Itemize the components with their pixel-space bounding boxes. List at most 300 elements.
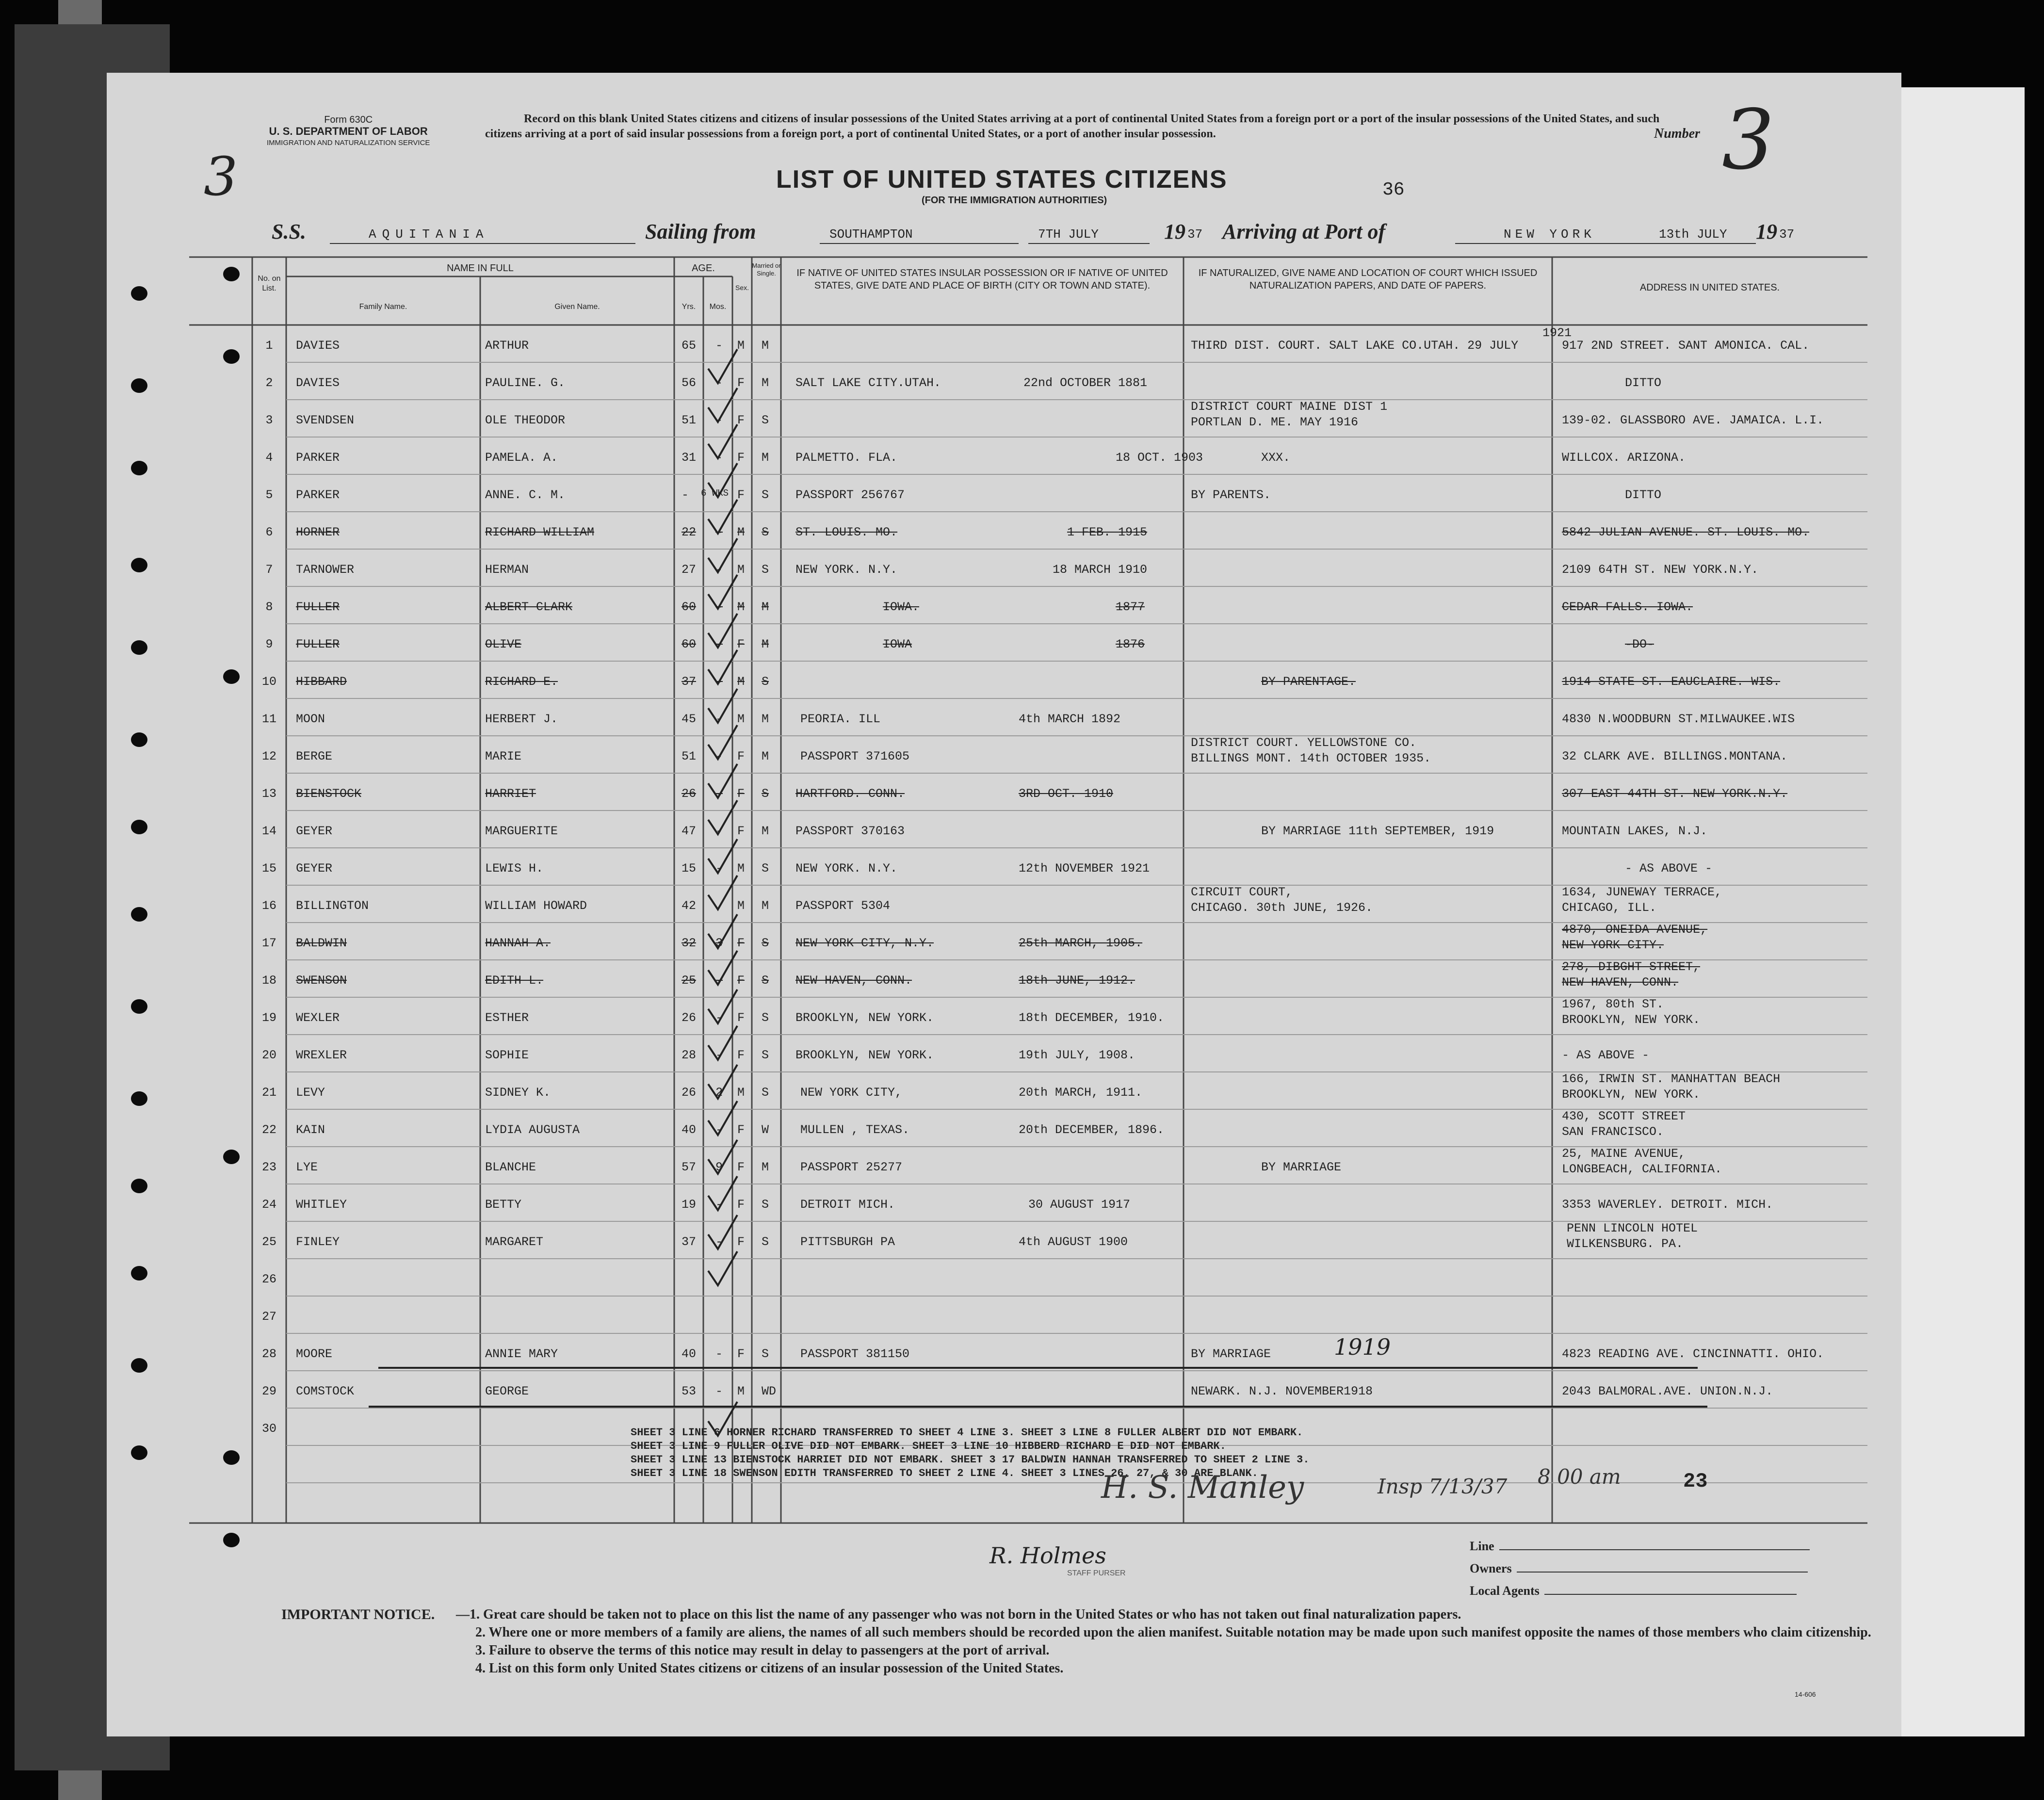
marital-status: M <box>762 749 769 763</box>
form-subtitle: (FOR THE IMMIGRATION AUTHORITIES) <box>922 195 1107 206</box>
us-address: 1634, JUNEWAY TERRACE, <box>1562 885 1722 899</box>
notice-item: 4. List on this form only United States citizens or citizens of an insular possession of the United States. <box>475 1661 1064 1676</box>
birth-place: IOWA. <box>883 600 920 614</box>
marital-status: S <box>762 675 769 689</box>
family-name: TARNOWER <box>296 563 355 577</box>
age-months: - <box>715 1011 723 1025</box>
marital-status: S <box>762 861 769 876</box>
us-address: MOUNTAIN LAKES, N.J. <box>1562 824 1708 838</box>
age-months: - <box>715 1048 723 1062</box>
notice-title: IMPORTANT NOTICE. <box>281 1606 435 1622</box>
given-name: LYDIA AUGUSTA <box>485 1123 580 1137</box>
transfer-note: SHEET 3 LINE 13 BIENSTOCK HARRIET DID NOT EMBARK. SHEET 3 17 BALDWIN HANNAH TRANSFERRED TO SHEET 2 LINE 3. <box>631 1454 1310 1466</box>
us-address: 4823 READING AVE. CINCINNATTI. OHIO. <box>1562 1347 1824 1361</box>
form-title: LIST OF UNITED STATES CITIZENS <box>776 165 1228 194</box>
age-years: 27 <box>681 563 697 577</box>
birth-place: SALT LAKE CITY.UTAH. <box>795 376 941 390</box>
notice-item: —1. Great care should be taken not to place on this list the name of any passenger who was not born in the United States or who has not taken out final naturalization papers. <box>456 1607 1461 1622</box>
family-name: HIBBARD <box>296 675 347 689</box>
age-years: 26 <box>681 1086 697 1100</box>
us-address: WILLCOX. ARIZONA. <box>1562 451 1686 465</box>
header-family-name: Family Name. <box>359 303 407 311</box>
given-name: ANNE. C. M. <box>485 488 566 502</box>
notice-item: 2. Where one or more members of a family are aliens, the names of all such members should be recorded upon the alien manifest. Suitable notation may be made upon such manifest opposite the names of those members who claim citizenship. <box>475 1625 1871 1640</box>
form-department-block <box>267 114 430 149</box>
marital-status: S <box>762 1086 769 1100</box>
given-name: BETTY <box>485 1198 522 1212</box>
family-name: GEYER <box>296 861 333 876</box>
us-address-line2: NEW HAVEN, CONN. <box>1562 975 1679 989</box>
sex: F <box>737 1347 745 1361</box>
sex: F <box>737 1048 745 1062</box>
family-name: DAVIES <box>296 376 340 390</box>
ship-label: S.S. <box>272 220 306 243</box>
marital-status: S <box>762 973 769 988</box>
us-address: 139-02. GLASSBORO AVE. JAMAICA. L.I. <box>1562 413 1824 427</box>
sex: F <box>737 824 745 838</box>
given-name: PAULINE. G. <box>485 376 566 390</box>
age-years: 45 <box>681 712 697 726</box>
birth-date: 1 FEB. 1915 <box>1067 525 1148 539</box>
given-name: ESTHER <box>485 1011 529 1025</box>
us-address: 32 CLARK AVE. BILLINGS.MONTANA. <box>1562 749 1788 763</box>
age-months: - <box>715 339 723 353</box>
us-address-line2: WILKENSBURG. PA. <box>1567 1237 1684 1251</box>
given-name: HARRIET <box>485 787 536 801</box>
row-number: 4 <box>265 451 273 465</box>
arriving-port: NEW YORK <box>1504 227 1595 242</box>
sex: F <box>737 1160 745 1174</box>
manifest-sheet <box>107 73 1901 1736</box>
birth-date: 30 AUGUST 1917 <box>1028 1198 1131 1212</box>
family-name: COMSTOCK <box>296 1384 355 1398</box>
row-number: 2 <box>265 376 273 390</box>
us-address: 166, IRWIN ST. MANHATTAN BEACH <box>1562 1072 1781 1086</box>
row-number: 3 <box>265 413 273 427</box>
marital-status: S <box>762 936 769 950</box>
sex: F <box>737 1011 745 1025</box>
us-address: 4870, ONEIDA AVENUE, <box>1562 923 1708 937</box>
birth-place: PALMETTO. FLA. <box>795 451 898 465</box>
age-months: 6 WKS <box>701 488 729 499</box>
age-months: - <box>715 1384 723 1398</box>
age-years: 28 <box>681 1048 697 1062</box>
sex: F <box>737 376 745 390</box>
birth-place: PEORIA. ILL <box>800 712 881 726</box>
sex: M <box>737 1086 745 1100</box>
age-years: 40 <box>681 1347 697 1361</box>
sex: F <box>737 973 745 988</box>
birth-date: 12th NOVEMBER 1921 <box>1019 861 1150 876</box>
naturalization-court: XXX. <box>1261 451 1291 465</box>
row-number: 22 <box>261 1123 276 1137</box>
service-name: IMMIGRATION AND NATURALIZATION SERVICE <box>267 139 430 147</box>
age-months: - <box>715 600 723 614</box>
age-years: 57 <box>681 1160 697 1174</box>
family-name: HORNER <box>296 525 340 539</box>
inspector-signature: H. S. Manley <box>1101 1470 1304 1506</box>
row-number: 17 <box>261 936 276 950</box>
row-number: 12 <box>261 749 276 763</box>
given-name: HANNAH A. <box>485 936 551 950</box>
age-years: 53 <box>681 1384 697 1398</box>
marital-status: S <box>762 787 769 801</box>
family-name: PARKER <box>296 451 340 465</box>
us-address-line2: BROOKLYN, NEW YORK. <box>1562 1087 1701 1102</box>
row-number: 24 <box>261 1198 276 1212</box>
sex: F <box>737 637 745 651</box>
naturalization-court: DISTRICT COURT MAINE DIST 1 <box>1191 400 1388 414</box>
print-code: 14-606 <box>1795 1690 1816 1698</box>
age-months: - <box>715 563 723 577</box>
header-naturalized: IF NATURALIZED, GIVE NAME AND LOCATION OF COURT WHICH ISSUED NATURALIZATION PAPERS, AND DATE OF PAPERS. <box>1198 268 1538 291</box>
age-years: 40 <box>681 1123 697 1137</box>
us-address-line2: BROOKLYN, NEW YORK. <box>1562 1013 1701 1027</box>
sex: M <box>737 712 745 726</box>
marital-status: S <box>762 1347 769 1361</box>
sex: M <box>737 339 745 353</box>
header-sex: Sex. <box>735 284 749 292</box>
age-months: - <box>715 712 723 726</box>
us-address: DITTO <box>1625 376 1662 390</box>
row-number: 15 <box>261 861 276 876</box>
family-name: PARKER <box>296 488 340 502</box>
marital-status: S <box>762 488 769 502</box>
row-number: 18 <box>261 973 276 988</box>
age-years: 37 <box>681 1235 697 1249</box>
birth-place: BROOKLYN, NEW YORK. <box>795 1048 934 1062</box>
age-months: - <box>715 1347 723 1361</box>
number-label: Number <box>1654 126 1700 141</box>
us-address-line2: SAN FRANCISCO. <box>1562 1125 1664 1139</box>
us-address: -DO- <box>1625 637 1655 651</box>
marital-status: S <box>762 563 769 577</box>
family-name: LEVY <box>296 1086 325 1100</box>
transfer-note: SHEET 3 LINE 18 SWENSON EDITH TRANSFERRED TO SHEET 2 LINE 4. SHEET 3 LINES 26, 27, & 30 ARE BLANK. <box>631 1467 1258 1479</box>
given-name: RICHARD E. <box>485 675 558 689</box>
birth-date: 1877 <box>1116 600 1145 614</box>
age-months: 3 <box>715 936 723 950</box>
age-months: - <box>715 1235 723 1249</box>
naturalization-court: BY PARENTS. <box>1191 488 1271 502</box>
family-name: WHITLEY <box>296 1198 347 1212</box>
sex: M <box>737 675 745 689</box>
birth-place: PASSPORT 370163 <box>795 824 905 838</box>
birth-place: NEW YORK CITY, N.Y. <box>795 936 934 950</box>
given-name: ANNIE MARY <box>485 1347 558 1361</box>
notice-item: 3. Failure to observe the terms of this notice may result in delay to passengers at the port of arrival. <box>475 1643 1050 1658</box>
header-mos: Mos. <box>709 303 727 311</box>
family-name: BALDWIN <box>296 936 347 950</box>
corner-handwritten-mark: 3 <box>204 146 238 208</box>
age-years: 60 <box>681 637 697 651</box>
family-name: KAIN <box>296 1123 325 1137</box>
naturalization-court: BY PARENTAGE. <box>1261 675 1356 689</box>
naturalization-location: BILLINGS MONT. 14th OCTOBER 1935. <box>1191 751 1431 765</box>
naturalization-court: CIRCUIT COURT, <box>1191 885 1293 899</box>
birth-place: PASSPORT 381150 <box>800 1347 910 1361</box>
marital-status: S <box>762 525 769 539</box>
naturalization-court: NEWARK. N.J. NOVEMBER1918 <box>1191 1384 1373 1398</box>
age-months: - <box>715 1123 723 1137</box>
handwritten-year: 1919 <box>1334 1334 1391 1360</box>
sex: M <box>737 1384 745 1398</box>
birth-date: 18th DECEMBER, 1910. <box>1019 1011 1165 1025</box>
staff-purser-stamp: STAFF PURSER <box>1067 1569 1126 1577</box>
family-name: FULLER <box>296 600 340 614</box>
sex: M <box>737 899 745 913</box>
age-months: 2 <box>715 1086 723 1100</box>
sex: F <box>737 936 745 950</box>
us-address: - AS ABOVE - <box>1562 1048 1650 1062</box>
given-name: SOPHIE <box>485 1048 529 1062</box>
sex: M <box>737 525 745 539</box>
age-years: 26 <box>681 787 697 801</box>
age-years: 22 <box>681 525 697 539</box>
birth-place: NEW YORK. N.Y. <box>795 861 898 876</box>
sailing-year-prefix: 19 <box>1164 220 1185 243</box>
given-name: RICHARD WILLIAM <box>485 525 595 539</box>
header-no: No. on List. <box>258 275 281 292</box>
sheet-number: 3 <box>1722 92 1775 188</box>
us-address: CEDAR FALLS. IOWA. <box>1562 600 1693 614</box>
marital-status: WD <box>762 1384 777 1398</box>
birth-date: 3RD OCT. 1910 <box>1019 787 1114 801</box>
sailing-port: SOUTHAMPTON <box>829 227 913 242</box>
us-address: PENN LINCOLN HOTEL <box>1567 1221 1698 1235</box>
footer-field-line: Line <box>1470 1539 1494 1553</box>
family-name: FULLER <box>296 637 340 651</box>
us-address: 4830 N.WOODBURN ST.MILWAUKEE.WIS <box>1562 712 1795 726</box>
sex: F <box>737 488 745 502</box>
birth-place: HARTFORD. CONN. <box>795 787 905 801</box>
given-name: EDITH L. <box>485 973 544 988</box>
marital-status: M <box>762 339 769 353</box>
marital-status: M <box>762 712 769 726</box>
marital-status: S <box>762 1048 769 1062</box>
age-years: 32 <box>681 936 697 950</box>
age-years: 37 <box>681 675 697 689</box>
birth-date: 20th DECEMBER, 1896. <box>1019 1123 1165 1137</box>
marital-status: S <box>762 413 769 427</box>
age-months: - <box>715 973 723 988</box>
naturalization-court: BY MARRIAGE <box>1191 1347 1271 1361</box>
family-name: BILLINGTON <box>296 899 369 913</box>
marital-status: W <box>762 1123 769 1137</box>
birth-place: NEW YORK. N.Y. <box>795 563 898 577</box>
row-number: 20 <box>261 1048 276 1062</box>
birth-place: MULLEN , TEXAS. <box>800 1123 910 1137</box>
family-name: WREXLER <box>296 1048 347 1062</box>
family-name: DAVIES <box>296 339 340 353</box>
us-address: 307 EAST 44TH ST. NEW YORK.N.Y. <box>1562 787 1788 801</box>
age-months: - <box>715 637 723 651</box>
naturalization-court: DISTRICT COURT. YELLOWSTONE CO. <box>1191 736 1417 750</box>
marital-status: S <box>762 1235 769 1249</box>
sailing-year: 37 <box>1187 227 1203 242</box>
us-address-line2: NEW YORK CITY. <box>1562 938 1664 952</box>
us-address-line2: CHICAGO, ILL. <box>1562 901 1657 915</box>
marital-status: S <box>762 1011 769 1025</box>
sex: F <box>737 1198 745 1212</box>
naturalization-court: BY MARRIAGE 11th SEPTEMBER, 1919 <box>1261 824 1494 838</box>
us-address: 917 2ND STREET. SANT AMONICA. CAL. <box>1562 339 1810 353</box>
age-years: 60 <box>681 600 697 614</box>
given-name: MARGARET <box>485 1235 544 1249</box>
sex: F <box>737 1235 745 1249</box>
birth-date: 4th AUGUST 1900 <box>1019 1235 1128 1249</box>
row-number: 11 <box>261 712 276 726</box>
row-number: 26 <box>261 1272 276 1286</box>
birth-place: ST. LOUIS. MO. <box>795 525 898 539</box>
time-note: 8 00 am <box>1538 1465 1621 1489</box>
sex: F <box>737 451 745 465</box>
birth-date: 20th MARCH, 1911. <box>1019 1086 1143 1100</box>
sex: F <box>737 787 745 801</box>
age-months: - <box>715 787 723 801</box>
birth-place: PASSPORT 5304 <box>795 899 891 913</box>
header-married-single: Married or Single. <box>752 262 781 277</box>
arriving-label: Arriving at Port of <box>1222 220 1386 243</box>
arriving-date: 13th JULY <box>1659 227 1727 242</box>
sex: F <box>737 413 745 427</box>
transfer-note: SHEET 3 LINE 6 HORNER RICHARD TRANSFERRED TO SHEET 4 LINE 3. SHEET 3 LINE 8 FULLER ALBERT DID NOT EMBARK. <box>631 1427 1303 1439</box>
row-number: 25 <box>261 1235 276 1249</box>
arriving-year: 37 <box>1779 227 1795 242</box>
birth-place: PASSPORT 256767 <box>795 488 905 502</box>
age-months: 9 <box>715 1160 723 1174</box>
sex: F <box>737 1123 745 1137</box>
header-birth: IF NATIVE OF UNITED STATES INSULAR POSSESSION OR IF NATIVE OF UNITED STATES, GIVE DATE AND PLACE OF BIRTH (CITY OR TOWN AND STATE). <box>796 268 1168 291</box>
row-number: 16 <box>261 899 276 913</box>
age-years: 42 <box>681 899 697 913</box>
family-name: MOON <box>296 712 325 726</box>
family-name: LYE <box>296 1160 318 1174</box>
marital-status: M <box>762 376 769 390</box>
birth-place: DETROIT MICH. <box>800 1198 895 1212</box>
row-number: 8 <box>265 600 273 614</box>
age-months: - <box>715 861 723 876</box>
given-name: MARGUERITE <box>485 824 558 838</box>
row-number: 23 <box>261 1160 276 1174</box>
naturalization-location: CHICAGO. 30th JUNE, 1926. <box>1191 901 1373 915</box>
marital-status: M <box>762 1160 769 1174</box>
important-notice <box>281 1605 1872 1677</box>
birth-date: 4th MARCH 1892 <box>1019 712 1121 726</box>
birth-date: 19th JULY, 1908. <box>1019 1048 1136 1062</box>
family-name: MOORE <box>296 1347 333 1361</box>
us-address: 5842 JULIAN AVENUE. ST. LOUIS. MO. <box>1562 525 1810 539</box>
us-address: 278, DIBGHT STREET, <box>1562 960 1701 974</box>
naturalization-location: PORTLAN D. ME. MAY 1916 <box>1191 415 1359 429</box>
header-address: ADDRESS IN UNITED STATES. <box>1639 282 1780 293</box>
us-address: 2043 BALMORAL.AVE. UNION.N.J. <box>1562 1384 1773 1398</box>
birth-place: PITTSBURGH PA <box>800 1235 895 1249</box>
given-name: ARTHUR <box>485 339 529 353</box>
us-address: 2109 64TH ST. NEW YORK.N.Y. <box>1562 563 1759 577</box>
row-number: 1 <box>265 339 273 353</box>
family-name: GEYER <box>296 824 333 838</box>
age-months: - <box>715 824 723 838</box>
marital-status: M <box>762 899 769 913</box>
family-name: SVENDSEN <box>296 413 355 427</box>
given-name: ALBERT CLARK <box>485 600 573 614</box>
footer-field-agents: Local Agents <box>1470 1584 1540 1598</box>
stamp-number: 23 <box>1683 1470 1708 1493</box>
given-name: OLIVE <box>485 637 522 651</box>
row-number: 9 <box>265 637 273 651</box>
given-name: GEORGE <box>485 1384 529 1398</box>
given-name: OLE THEODOR <box>485 413 566 427</box>
marital-status: M <box>762 600 769 614</box>
us-address-line2: LONGBEACH, CALIFORNIA. <box>1562 1162 1722 1176</box>
birth-place: IOWA <box>883 637 912 651</box>
row-number: 5 <box>265 488 273 502</box>
marital-status: M <box>762 824 769 838</box>
age-years: 15 <box>681 861 697 876</box>
row-number: 29 <box>261 1384 276 1398</box>
row-number: 14 <box>261 824 276 838</box>
ship-name: AQUITANIA <box>369 227 489 242</box>
birth-date: 18th JUNE, 1912. <box>1019 973 1136 988</box>
family-name: SWENSON <box>296 973 347 988</box>
birth-date: 1876 <box>1116 637 1145 651</box>
row-number: 6 <box>265 525 273 539</box>
birth-date: 22nd OCTOBER 1881 <box>1023 376 1148 390</box>
birth-place: NEW YORK CITY, <box>800 1086 903 1100</box>
age-years: 56 <box>681 376 697 390</box>
age-years: 51 <box>681 749 697 763</box>
naturalization-court: THIRD DIST. COURT. SALT LAKE CO.UTAH. 29 JULY <box>1191 339 1519 353</box>
family-name: BERGE <box>296 749 333 763</box>
birth-place: NEW HAVEN, CONN. <box>795 973 912 988</box>
row-number: 7 <box>265 563 273 577</box>
form-number: Form 630C <box>324 114 373 125</box>
row-number: 28 <box>261 1347 276 1361</box>
sailing-label: Sailing from <box>645 220 756 243</box>
family-name: BIENSTOCK <box>296 787 362 801</box>
age-years: - <box>681 488 689 502</box>
us-address: 430, SCOTT STREET <box>1562 1109 1686 1123</box>
family-name: WEXLER <box>296 1011 340 1025</box>
age-years: 31 <box>681 451 697 465</box>
age-years: 19 <box>681 1198 697 1212</box>
us-address: 1914 STATE ST. EAUCLAIRE. WIS. <box>1562 675 1781 689</box>
birth-place: PASSPORT 371605 <box>800 749 910 763</box>
given-name: LEWIS H. <box>485 861 544 876</box>
row-number: 10 <box>261 675 276 689</box>
age-months: - <box>715 525 723 539</box>
age-months: - <box>715 675 723 689</box>
birth-place: BROOKLYN, NEW YORK. <box>795 1011 934 1025</box>
inspector-note: Insp 7/13/37 <box>1378 1475 1508 1498</box>
department-name: U. S. DEPARTMENT OF LABOR <box>269 125 428 137</box>
sex: M <box>737 600 745 614</box>
given-name: BLANCHE <box>485 1160 536 1174</box>
row-number: 13 <box>261 787 276 801</box>
naturalization-court: BY MARRIAGE <box>1261 1160 1342 1174</box>
row-number: 19 <box>261 1011 276 1025</box>
age-months: - <box>715 376 723 390</box>
given-name: PAMELA. A. <box>485 451 558 465</box>
page-number: 36 <box>1382 179 1405 200</box>
us-address: DITTO <box>1625 488 1662 502</box>
footer-fields <box>1470 1535 1810 1602</box>
footer-field-owners: Owners <box>1470 1561 1512 1575</box>
given-name: WILLIAM HOWARD <box>485 899 587 913</box>
us-address: - AS ABOVE - <box>1625 861 1713 876</box>
marital-status: M <box>762 451 769 465</box>
